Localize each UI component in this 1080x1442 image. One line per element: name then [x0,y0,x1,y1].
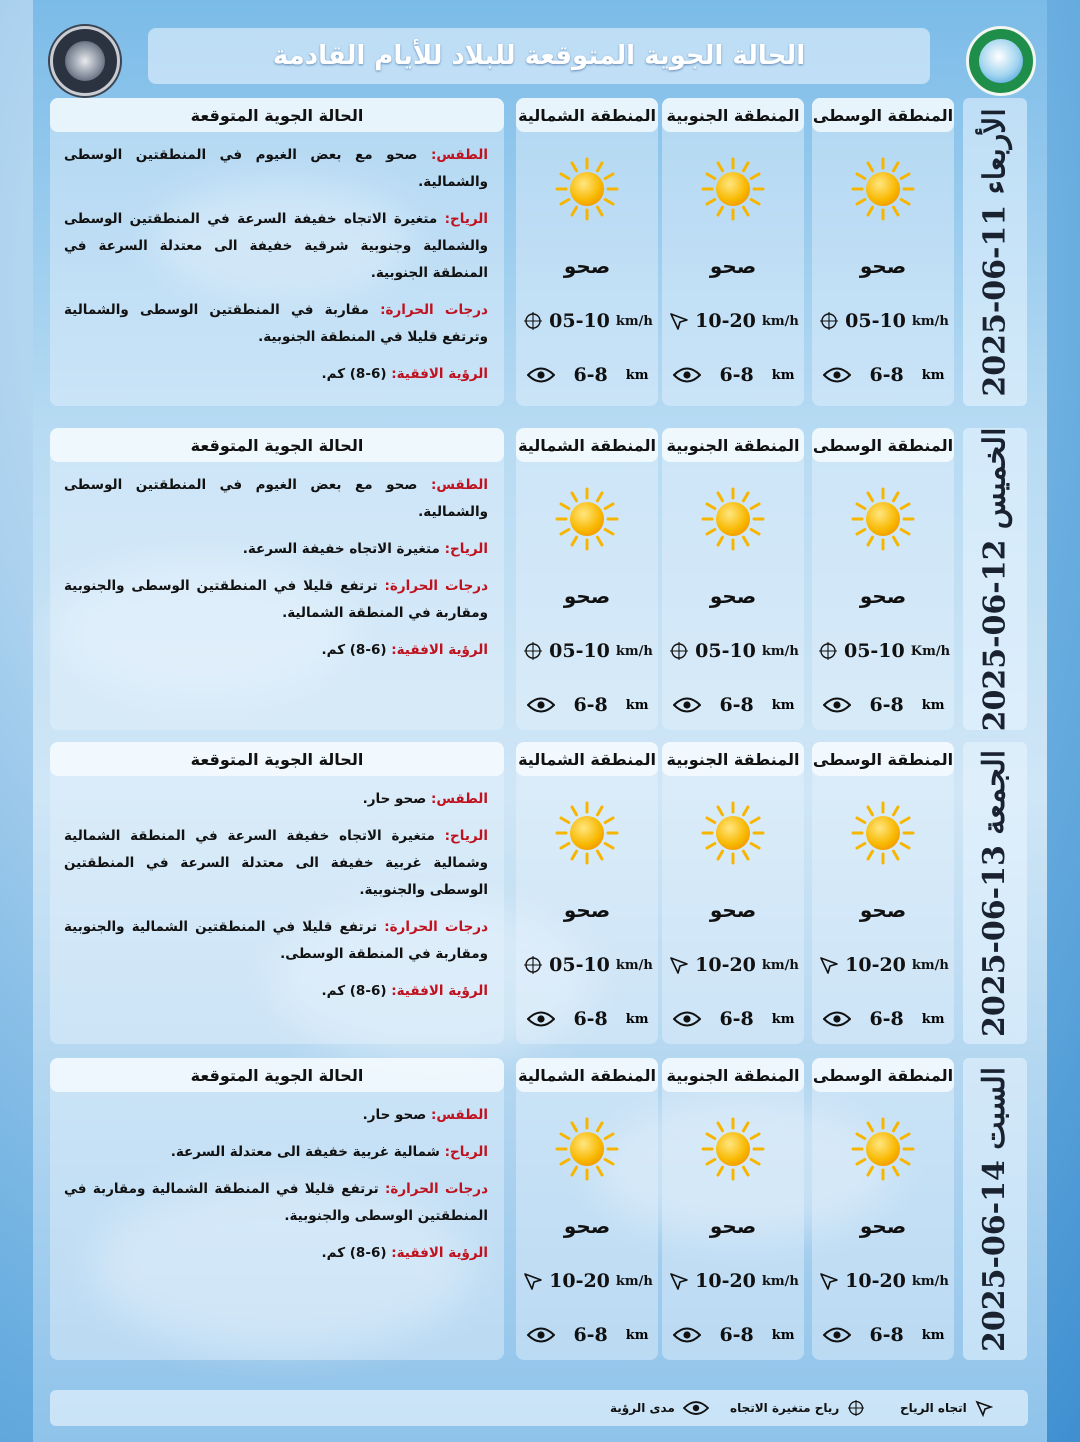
sun-icon [554,486,620,552]
wind-value: 05-10 [549,310,610,332]
wind-unit: km/h [761,957,799,973]
wind-value: 05-10 [845,310,906,332]
day-date-bar [963,428,1027,730]
sun-icon [554,156,620,222]
day-date: الأربعاء 11-06-2025 [977,107,1013,397]
forecast-wind [64,823,488,904]
visibility [524,1008,652,1030]
wind-text: متغيرة الاتجاه خفيفة السرعة في المنطقة الشمالية وشمالية غربية خفيفة الى معتدلة السرعة في المنطقتين الوسطى والجنوبية. [64,828,488,898]
wind-speed [818,310,950,332]
page-title-bar [148,28,930,84]
forecast-weather [64,1102,488,1129]
visibility [524,364,652,386]
legend-wind-direction: اتجاه الرياح [900,1390,993,1426]
visibility-label: الرؤية الافقية: [391,642,488,658]
wind-value: 05-10 [843,640,905,662]
region-card [516,1058,658,1360]
wind-speed [668,1270,800,1292]
variable-wind-icon [523,311,543,331]
eye-icon [673,1326,701,1344]
wind-speed [818,640,950,662]
forecast-visibility [64,978,488,1005]
condition-text: صحو [563,1214,611,1238]
wind-unit: km/h [911,957,949,973]
region-name: المنطقة الجنوبية [662,1058,804,1092]
wind-label: الرياح: [444,541,488,557]
visibility-unit: km [921,367,945,383]
wind-label: الرياح: [444,828,488,844]
wind-value: 10-20 [695,1270,756,1292]
forecast-heading: الحالة الجوية المتوقعة [50,742,504,776]
visibility-label: الرؤية الافقية: [391,1245,488,1261]
visibility-unit: km [921,697,945,713]
page-title: الحالة الجوية المتوقعة للبلاد للأيام القادمة [272,41,806,71]
temperature-label: درجات الحرارة: [380,302,488,318]
temperature-text: ترتفع قليلا في المنطقتين الشمالية والجنوبية ومقاربة في المنطقة الوسطى. [64,919,488,962]
forecast-visibility [64,1240,488,1267]
condition-text: صحو [709,584,757,608]
weather-text: صحو مع بعض الغيوم في المنطقتين الوسطى والشمالية. [64,147,488,190]
forecast-body [64,472,488,674]
visibility [670,1008,798,1030]
temperature-label: درجات الحرارة: [385,1181,489,1197]
wind-unit: km/h [911,313,949,329]
condition-text: صحو [563,254,611,278]
condition-text: صحو [859,584,907,608]
day-row [0,98,1080,406]
temperature-text: ترتفع قليلا في المنطقتين الوسطى والجنوبية ومقاربة في المنطقة الشمالية. [64,578,488,621]
region-card [516,742,658,1044]
wind-direction-arrow-icon [669,955,689,975]
variable-wind-icon [523,641,543,661]
condition-text: صحو [563,584,611,608]
forecast-heading: الحالة الجوية المتوقعة [50,1058,504,1092]
visibility-unit: km [771,697,795,713]
region-name: المنطقة الجنوبية [662,98,804,132]
visibility [670,1324,798,1346]
forecast-panel [50,1058,504,1360]
forecast-temperature [64,297,488,351]
weather-label: الطقس: [430,791,488,807]
wind-value: 05-10 [695,640,756,662]
region-name: المنطقة الوسطى [812,742,954,776]
wind-text: متغيرة الاتجاه خفيفة السرعة في المنطقتين الوسطى والشمالية وجنوبية شرقية خفيفة الى معتدلة السرعة في المنطقة الجنوبية. [64,211,488,281]
forecast-weather [64,472,488,526]
day-date: الجمعة 13-06-2025 [977,749,1013,1037]
region-card [662,1058,804,1360]
visibility-value: 6-8 [719,1324,754,1346]
legend-visibility: مدى الرؤية [610,1390,709,1426]
eye-icon [823,696,851,714]
condition-text: صحو [859,898,907,922]
condition-text: صحو [709,1214,757,1238]
sun-icon [700,486,766,552]
eye-icon [527,1326,555,1344]
sun-icon [554,1116,620,1182]
variable-wind-icon [669,641,689,661]
region-name: المنطقة الجنوبية [662,428,804,462]
forecast-panel [50,428,504,730]
wind-direction-arrow-icon [819,955,839,975]
visibility-value: 6-8 [719,364,754,386]
region-name: المنطقة الشمالية [516,98,658,132]
wind-speed [668,954,800,976]
forecast-center-logo [50,26,120,96]
visibility [820,364,948,386]
sun-icon [850,486,916,552]
eye-icon [673,696,701,714]
eye-icon [683,1400,709,1416]
day-date-bar [963,742,1027,1044]
visibility-unit: km [771,1327,795,1343]
wind-text: متغيرة الاتجاه خفيفة السرعة. [242,541,440,557]
visibility [524,694,652,716]
region-name: المنطقة الوسطى [812,1058,954,1092]
eye-icon [823,366,851,384]
forecast-wind [64,1139,488,1166]
visibility [820,1324,948,1346]
forecast-temperature [64,914,488,968]
visibility [670,364,798,386]
visibility-value: 6-8 [573,1008,608,1030]
weather-text: صحو مع بعض الغيوم في المنطقتين الوسطى والشمالية. [64,477,488,520]
region-name: المنطقة الوسطى [812,428,954,462]
visibility-value: 6-8 [573,694,608,716]
sun-icon [554,800,620,866]
visibility-unit: km [921,1327,945,1343]
wind-value: 10-20 [695,310,756,332]
forecast-wind [64,536,488,563]
forecast-visibility [64,637,488,664]
legend-variable-wind: رياح متغيرة الاتجاه [730,1390,865,1426]
visibility-value: 6-8 [719,694,754,716]
visibility-unit: km [625,697,649,713]
wind-unit: km/h [761,313,799,329]
variable-wind-icon [818,641,838,661]
wind-speed [522,1270,654,1292]
region-name: المنطقة الشمالية [516,1058,658,1092]
visibility [820,1008,948,1030]
eye-icon [673,1010,701,1028]
meteorology-authority-logo [966,26,1036,96]
forecast-heading: الحالة الجوية المتوقعة [50,98,504,132]
region-name: المنطقة الوسطى [812,98,954,132]
sun-icon [700,156,766,222]
wind-unit: km/h [911,1273,949,1289]
forecast-body [64,142,488,398]
temperature-label: درجات الحرارة: [384,578,489,594]
visibility-unit: km [625,1327,649,1343]
forecast-wind [64,206,488,287]
wind-direction-arrow-icon [819,1271,839,1291]
forecast-body [64,786,488,1015]
forecast-temperature [64,573,488,627]
visibility-unit: km [625,367,649,383]
day-row [0,1058,1080,1360]
visibility-text: (6-8) كم. [321,366,387,382]
wind-unit: km/h [615,643,653,659]
wind-text: شمالية غربية خفيفة الى معتدلة السرعة. [170,1144,440,1160]
temperature-label: درجات الحرارة: [384,919,488,935]
visibility-unit: km [921,1011,945,1027]
wind-unit: Km/h [910,643,951,659]
wind-value: 10-20 [845,954,906,976]
visibility-unit: km [771,1011,795,1027]
sun-icon [850,156,916,222]
wind-direction-arrow-icon [669,1271,689,1291]
visibility-text: (6-8) كم. [321,1245,387,1261]
wind-direction-arrow-icon [523,1271,543,1291]
visibility-text: (6-8) كم. [321,983,387,999]
visibility [820,694,948,716]
condition-text: صحو [859,254,907,278]
wind-speed [668,640,800,662]
weather-label: الطقس: [430,1107,488,1123]
visibility-label: الرؤية الافقية: [391,983,488,999]
sun-icon [700,1116,766,1182]
wind-direction-arrow-icon [669,311,689,331]
region-card [812,1058,954,1360]
wind-speed [668,310,800,332]
day-date: الخميس 12-06-2025 [977,427,1013,731]
region-card [662,742,804,1044]
wind-speed [522,310,654,332]
wind-unit: km/h [615,1273,653,1289]
visibility-text: (6-8) كم. [321,642,387,658]
wind-speed [522,954,654,976]
region-card [516,428,658,730]
wind-label: الرياح: [444,211,488,227]
forecast-temperature [64,1176,488,1230]
wind-speed [522,640,654,662]
variable-wind-icon [819,311,839,331]
visibility-value: 6-8 [869,1324,904,1346]
wind-direction-arrow-icon [975,1399,993,1417]
visibility-label: الرؤية الافقية: [391,366,488,382]
region-card [812,98,954,406]
visibility [670,694,798,716]
weather-label: الطقس: [430,477,488,493]
temperature-text: ترتفع قليلا في المنطقة الشمالية ومقاربة في المنطقتين الوسطى والجنوبية. [64,1181,488,1224]
wind-value: 10-20 [845,1270,906,1292]
visibility-value: 6-8 [573,364,608,386]
wind-speed [818,954,950,976]
visibility-value: 6-8 [719,1008,754,1030]
variable-wind-icon [847,1399,865,1417]
visibility-unit: km [625,1011,649,1027]
weather-text: صحو حار. [362,791,427,807]
wind-unit: km/h [615,957,653,973]
eye-icon [527,1010,555,1028]
region-name: المنطقة الشمالية [516,428,658,462]
visibility-value: 6-8 [869,1008,904,1030]
eye-icon [823,1326,851,1344]
region-card [662,98,804,406]
condition-text: صحو [859,1214,907,1238]
region-name: المنطقة الجنوبية [662,742,804,776]
wind-value: 10-20 [549,1270,610,1292]
region-name: المنطقة الشمالية [516,742,658,776]
day-date-bar [963,98,1027,406]
wind-value: 10-20 [695,954,756,976]
eye-icon [673,366,701,384]
wind-speed [818,1270,950,1292]
day-date: السبت 14-06-2025 [977,1066,1013,1352]
eye-icon [527,366,555,384]
eye-icon [823,1010,851,1028]
variable-wind-icon [523,955,543,975]
sun-icon [850,1116,916,1182]
forecast-panel [50,742,504,1044]
visibility [524,1324,652,1346]
forecast-panel [50,98,504,406]
visibility-unit: km [771,367,795,383]
wind-unit: km/h [761,643,799,659]
wind-value: 05-10 [549,640,610,662]
forecast-body [64,1102,488,1277]
region-card [516,98,658,406]
visibility-value: 6-8 [869,694,904,716]
condition-text: صحو [563,898,611,922]
condition-text: صحو [709,254,757,278]
legend-bar [50,1390,1028,1426]
sun-icon [850,800,916,866]
condition-text: صحو [709,898,757,922]
region-card [812,428,954,730]
region-card [812,742,954,1044]
forecast-weather [64,142,488,196]
forecast-visibility [64,361,488,388]
weather-label: الطقس: [430,147,488,163]
forecast-heading: الحالة الجوية المتوقعة [50,428,504,462]
forecast-weather [64,786,488,813]
wind-value: 05-10 [549,954,610,976]
day-row [0,742,1080,1044]
eye-icon [527,696,555,714]
wind-unit: km/h [761,1273,799,1289]
visibility-value: 6-8 [573,1324,608,1346]
visibility-value: 6-8 [869,364,904,386]
day-row [0,428,1080,730]
sun-icon [700,800,766,866]
weather-text: صحو حار. [362,1107,427,1123]
wind-unit: km/h [615,313,653,329]
wind-label: الرياح: [444,1144,488,1160]
day-date-bar [963,1058,1027,1360]
temperature-text: مقاربة في المنطقتين الوسطى والشمالية وترتفع قليلا في المنطقة الجنوبية. [64,302,488,345]
region-card [662,428,804,730]
